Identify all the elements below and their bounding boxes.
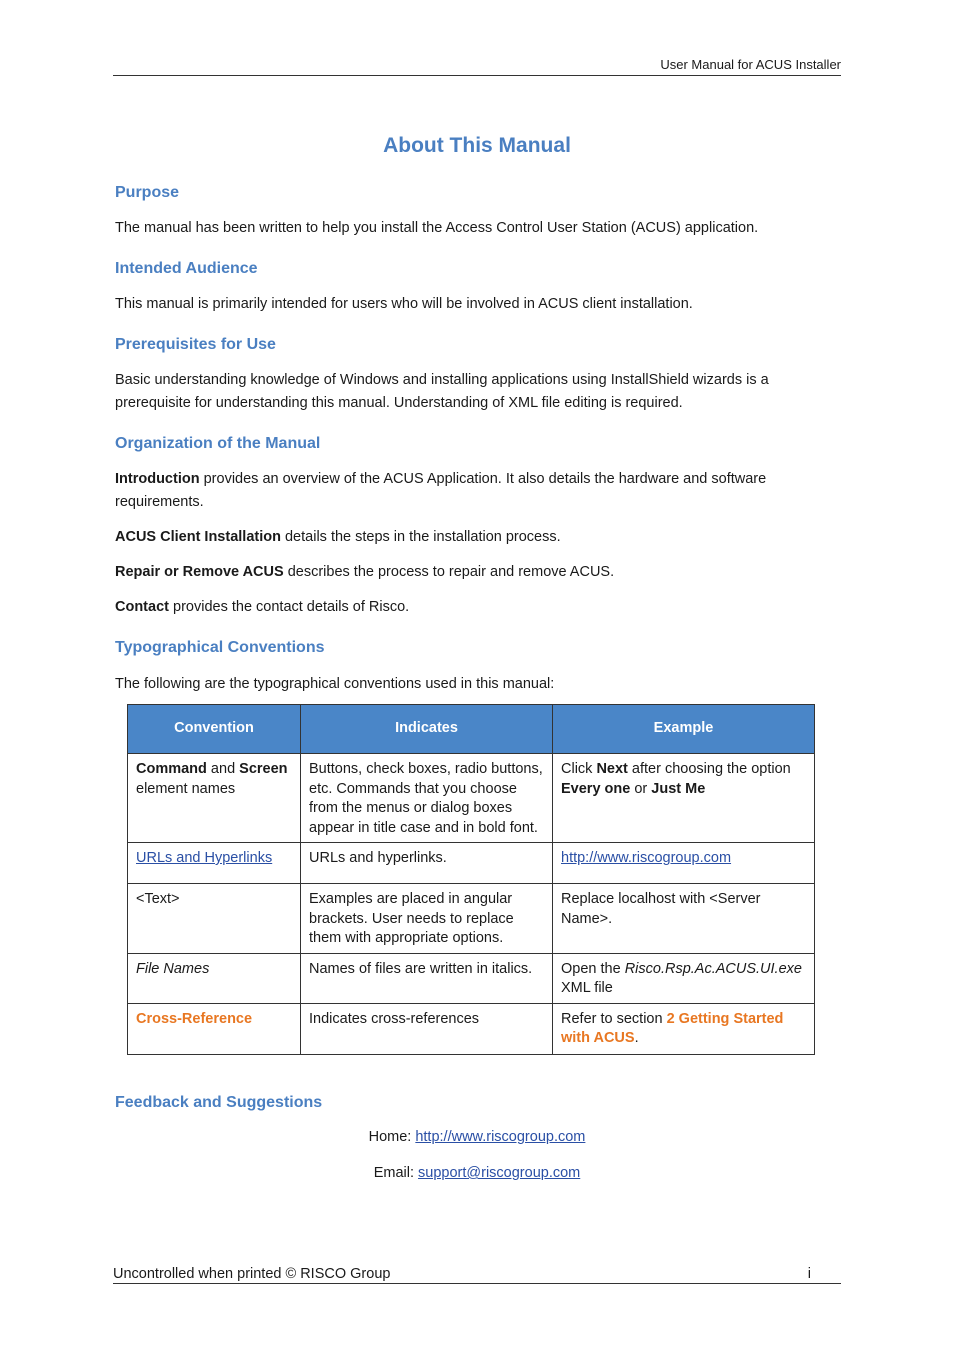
audience-heading: Intended Audience bbox=[115, 260, 258, 277]
table-cell bbox=[553, 843, 815, 884]
cell-bold-text: Command bbox=[136, 761, 207, 777]
cell-text: or bbox=[630, 780, 652, 797]
organization-heading: Organization of the Manual bbox=[115, 435, 321, 452]
org-item-introduction bbox=[115, 468, 815, 514]
table-cell: <Text> bbox=[128, 884, 301, 954]
table-cell bbox=[553, 1003, 815, 1054]
cell-italic-text: Risco.Rsp.Ac.ACUS.UI.exe bbox=[624, 960, 802, 977]
conventions-table bbox=[127, 704, 815, 1055]
prereq-text: Basic understanding knowledge of Windows and installing applications using InstallShield wizards is a prerequisite for understanding this manual. Understanding of XML file editing is required. bbox=[115, 372, 769, 411]
cross-reference-link[interactable]: 2 Getting Started with ACUS bbox=[561, 1010, 784, 1046]
urls-hyperlinks-link[interactable]: URLs and Hyperlinks bbox=[136, 850, 273, 866]
feedback-home bbox=[0, 1129, 954, 1145]
cell-text: element names bbox=[136, 780, 236, 797]
typo-intro: The following are the typographical conventions used in this manual: bbox=[115, 676, 555, 692]
org-item-text: describes the process to repair and remove ACUS. bbox=[283, 564, 615, 580]
feedback-email bbox=[0, 1165, 954, 1181]
table-row bbox=[128, 754, 815, 843]
table-cell: Replace localhost with <Server Name>. bbox=[553, 884, 815, 954]
column-header-indicates: Indicates bbox=[301, 705, 553, 754]
table-cell: Indicates cross-references bbox=[301, 1003, 553, 1054]
cell-text: . bbox=[634, 1030, 639, 1046]
cell-text: Refer to section bbox=[561, 1010, 667, 1027]
org-item-contact bbox=[115, 596, 815, 619]
table-cell: Names of files are written in italics. bbox=[301, 953, 553, 1003]
table-cell: Examples are placed in angular brackets. User needs to replace them with appropriate options. bbox=[301, 884, 553, 954]
table-cell bbox=[553, 953, 815, 1003]
page-header bbox=[113, 57, 841, 76]
cell-text: Open the bbox=[561, 960, 625, 977]
page-footer bbox=[113, 1266, 841, 1284]
org-item-bold: Introduction bbox=[115, 471, 200, 487]
page-number: i bbox=[807, 1266, 811, 1282]
table-cell bbox=[128, 953, 301, 1003]
footer-text: Uncontrolled when printed © RISCO Group bbox=[113, 1266, 391, 1282]
header-title: User Manual for ACUS Installer bbox=[660, 57, 841, 72]
column-header-example: Example bbox=[553, 705, 815, 754]
purpose-heading: Purpose bbox=[115, 184, 180, 201]
column-header-convention: Convention bbox=[128, 705, 301, 754]
home-link[interactable]: http://www.riscogroup.com bbox=[415, 1129, 586, 1145]
email-label: Email: bbox=[373, 1165, 419, 1181]
table-row bbox=[128, 953, 815, 1003]
cell-text: XML file bbox=[561, 980, 613, 996]
cell-text: and bbox=[206, 761, 240, 777]
cell-italic-text: File Names bbox=[136, 960, 210, 977]
cell-text: after choosing the option bbox=[627, 761, 791, 777]
org-item-bold: Contact bbox=[115, 599, 169, 615]
org-item-client-installation bbox=[115, 526, 815, 549]
page-title: About This Manual bbox=[383, 134, 571, 157]
org-item-bold: ACUS Client Installation bbox=[115, 529, 281, 545]
table-cell bbox=[553, 754, 815, 843]
home-label: Home: bbox=[368, 1129, 416, 1145]
cross-reference-sample: Cross-Reference bbox=[136, 1010, 253, 1027]
typo-heading: Typographical Conventions bbox=[115, 639, 325, 656]
table-cell bbox=[128, 1003, 301, 1054]
table-row bbox=[128, 1003, 815, 1054]
table-cell bbox=[128, 843, 301, 884]
email-link[interactable]: support@riscogroup.com bbox=[418, 1165, 581, 1181]
cell-bold-text: Just Me bbox=[651, 780, 706, 797]
org-item-text: provides an overview of the ACUS Application. It also details the hardware and software requirements. bbox=[115, 471, 767, 510]
riscogroup-link[interactable]: http://www.riscogroup.com bbox=[561, 850, 732, 866]
table-cell: URLs and hyperlinks. bbox=[301, 843, 553, 884]
table-row bbox=[128, 884, 815, 954]
table-cell: Buttons, check boxes, radio buttons, etc. Commands that you choose from the menus or dialog boxes appear in title case and in bold font. bbox=[301, 754, 553, 843]
table-cell bbox=[128, 754, 301, 843]
org-item-text: details the steps in the installation process. bbox=[280, 529, 561, 545]
table-header-row bbox=[128, 705, 815, 754]
audience-text: This manual is primarily intended for users who will be involved in ACUS client installation. bbox=[115, 296, 693, 312]
purpose-text: The manual has been written to help you install the Access Control User Station (ACUS) application. bbox=[115, 220, 759, 236]
table-row bbox=[128, 843, 815, 884]
org-item-repair-remove bbox=[115, 561, 815, 584]
feedback-heading: Feedback and Suggestions bbox=[115, 1094, 323, 1111]
cell-text: Click bbox=[561, 761, 597, 777]
org-item-bold: Repair or Remove ACUS bbox=[115, 564, 284, 580]
cell-bold-text: Every one bbox=[561, 780, 631, 797]
cell-bold-text: Next bbox=[596, 761, 628, 777]
prereq-heading: Prerequisites for Use bbox=[115, 336, 276, 353]
cell-bold-text: Screen bbox=[239, 761, 288, 777]
org-item-text: provides the contact details of Risco. bbox=[168, 599, 410, 615]
